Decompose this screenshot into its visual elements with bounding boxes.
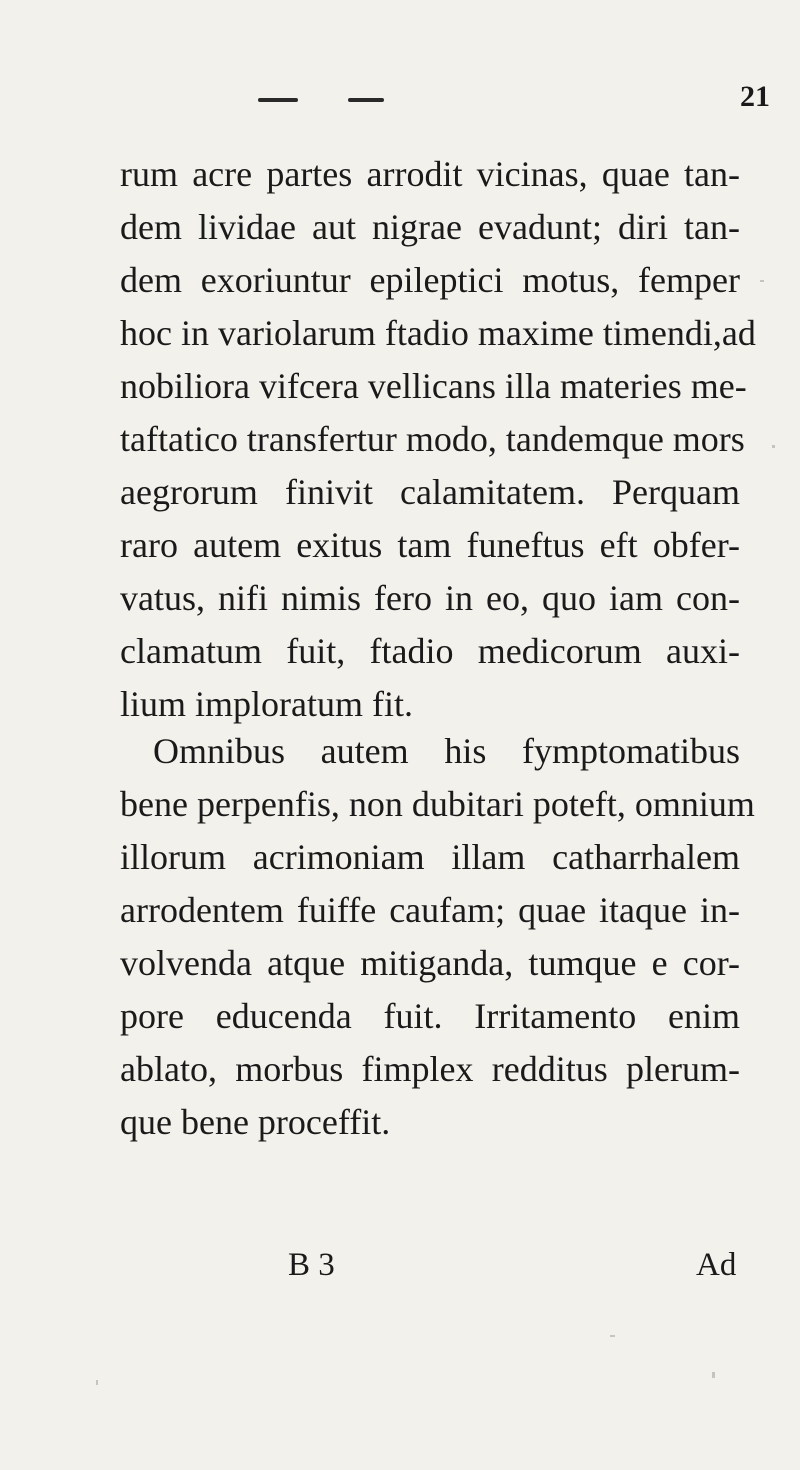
page-number: 21 — [740, 80, 770, 113]
catchword: Ad — [696, 1247, 737, 1283]
text-line: que bene proceffit. — [120, 1102, 391, 1142]
text-line: rum acre partes arrodit vicinas, quae tan- — [120, 154, 740, 194]
text-line: illorum acrimoniam illam catharrhalem — [120, 837, 740, 877]
text-line: nobiliora vifcera vellicans illa materies me- — [120, 366, 747, 406]
paper-speck — [760, 280, 764, 282]
text-line: vatus, nifi nimis fero in eo, quo iam con- — [120, 578, 740, 618]
signature-mark: B 3 — [288, 1247, 335, 1283]
text-line: raro autem exitus tam funeftus eft obfer- — [120, 525, 740, 565]
text-line: bene perpenfis, non dubitari poteft, omnium — [120, 784, 755, 824]
text-line: arrodentem fuiffe caufam; quae itaque in- — [120, 890, 740, 930]
text-line: dem lividae aut nigrae evadunt; diri tan- — [120, 207, 740, 247]
text-line: pore educenda fuit. Irritamento enim — [120, 996, 740, 1036]
paper-speck — [712, 1372, 715, 1378]
text-line: aegrorum finivit calamitatem. Perquam — [120, 472, 740, 512]
text-line: ablato, morbus fimplex redditus plerum- — [120, 1049, 740, 1089]
text-line: hoc in variolarum ftadio maxime timendi,ad — [120, 313, 756, 353]
paper-speck — [610, 1335, 615, 1337]
text-line: volvenda atque mitiganda, tumque e cor- — [120, 943, 740, 983]
text-line: lium imploratum fit. — [120, 684, 413, 724]
paragraph-2 — [120, 725, 755, 1149]
paragraph-1 — [120, 148, 756, 731]
text-line: taftatico transfertur modo, tandemque mors — [120, 419, 745, 459]
text-line: Omnibus autem his fymptomatibus — [153, 731, 740, 771]
paper-speck — [772, 445, 775, 448]
paper-speck — [96, 1380, 98, 1385]
header-ornament-dash — [348, 98, 384, 102]
text-line: clamatum fuit, ftadio medicorum auxi- — [120, 631, 740, 671]
text-line: dem exoriuntur epileptici motus, femper — [120, 260, 740, 300]
header-ornament-dash — [258, 98, 298, 102]
